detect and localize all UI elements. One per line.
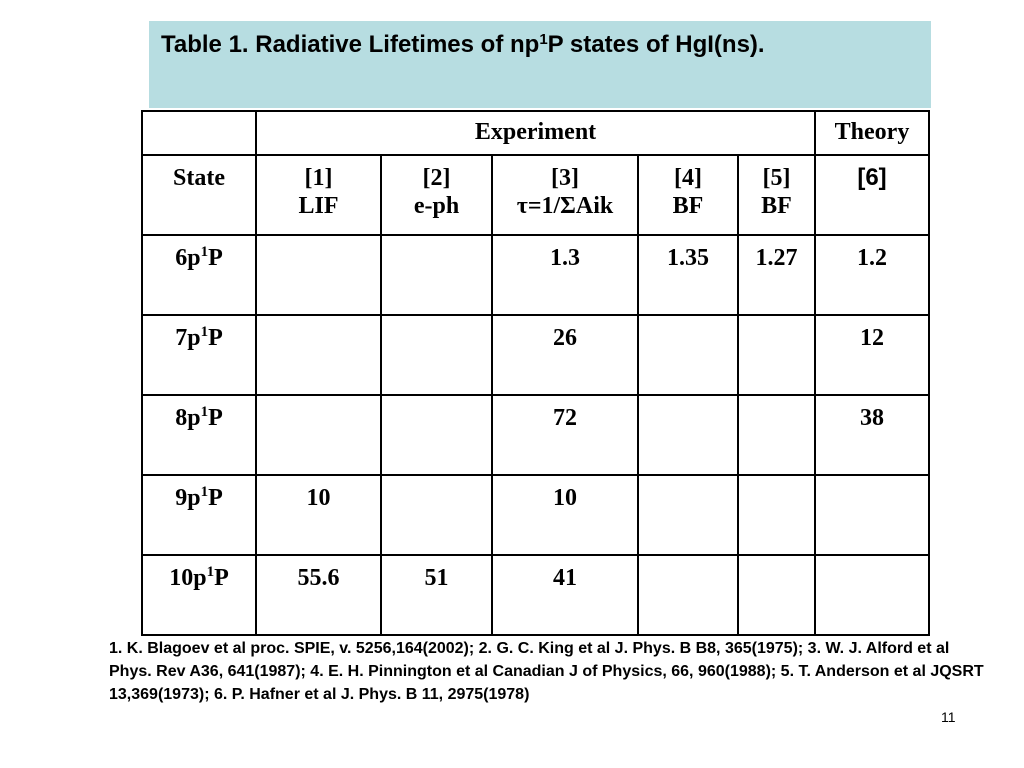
value-cell: 72 <box>492 395 638 475</box>
col-ref-1 <box>256 155 381 235</box>
value-cell: 51 <box>381 555 492 635</box>
table-row <box>142 235 929 315</box>
table-header-group-row <box>142 111 929 155</box>
state-cell: $7p^1P$ <box>142 315 256 395</box>
col-ref-4 <box>638 155 738 235</box>
group-theory: Theory <box>815 111 929 155</box>
col-method: BF <box>672 193 704 219</box>
value-cell <box>381 395 492 475</box>
col-ref-6 <box>815 155 929 235</box>
group-experiment: Experiment <box>256 111 815 155</box>
col-ref: [5] <box>762 165 791 191</box>
value-cell <box>638 395 738 475</box>
value-cell <box>256 235 381 315</box>
value-cell: 55.6 <box>256 555 381 635</box>
value-cell <box>738 395 815 475</box>
value-cell <box>815 475 929 555</box>
state-cell: $9p^1P$ <box>142 475 256 555</box>
title-box <box>149 21 931 108</box>
col-ref-2 <box>381 155 492 235</box>
value-cell: 1.2 <box>815 235 929 315</box>
value-cell: 10 <box>256 475 381 555</box>
col-state: State <box>142 155 256 235</box>
value-cell <box>381 475 492 555</box>
value-cell: 38 <box>815 395 929 475</box>
table-row <box>142 315 929 395</box>
col-method: LIF <box>298 193 339 219</box>
title-superscript: 1 <box>539 31 548 48</box>
value-cell <box>738 555 815 635</box>
col-ref: [3] <box>551 165 579 191</box>
value-cell: 10 <box>492 475 638 555</box>
col-ref: [4] <box>674 165 702 191</box>
col-ref-5 <box>738 155 815 235</box>
col-ref-3 <box>492 155 638 235</box>
value-cell <box>381 315 492 395</box>
value-cell <box>381 235 492 315</box>
value-cell <box>638 555 738 635</box>
value-cell: 1.27 <box>738 235 815 315</box>
value-cell <box>638 475 738 555</box>
value-cell <box>638 315 738 395</box>
corner-cell <box>142 111 256 155</box>
col-ref: [2] <box>422 165 451 191</box>
table-row <box>142 475 929 555</box>
table-row <box>142 395 929 475</box>
col-method: τ=1/ΣAik <box>516 193 614 219</box>
slide-title <box>161 31 765 59</box>
value-cell: 12 <box>815 315 929 395</box>
lifetimes-table <box>141 110 930 636</box>
col-ref: [1] <box>304 165 333 191</box>
value-cell <box>738 315 815 395</box>
references-text: 1. K. Blagoev et al proc. SPIE, v. 5256,164(2002); 2. G. C. King et al J. Phys. B B8, 365(1975); 3. W. J. Alford et al Phys. Rev A36, 641(1987); 4. E. H. Pinnington et al Canadian J of Physics, 66, 960(1988); 5. T. Anderson et al JQSRT 13,369(1973); 6. P. Hafner et al J. Phys. B 11, 2975(1978) <box>109 640 984 703</box>
value-cell <box>738 475 815 555</box>
value-cell <box>815 555 929 635</box>
table-header-row <box>142 155 929 235</box>
title-prefix: Table 1. Radiative Lifetimes of np <box>161 31 540 58</box>
col-method: BF <box>761 193 792 219</box>
value-cell: 41 <box>492 555 638 635</box>
col-ref: [6] <box>857 164 887 191</box>
value-cell <box>256 315 381 395</box>
value-cell: 26 <box>492 315 638 395</box>
table-row <box>142 555 929 635</box>
page-number: 11 <box>941 709 956 725</box>
title-suffix: P states of HgI(ns). <box>547 31 765 58</box>
state-cell: $6p^1P$ <box>142 235 256 315</box>
col-method: e-ph <box>413 193 460 219</box>
value-cell: 1.3 <box>492 235 638 315</box>
state-cell: $8p^1P$ <box>142 395 256 475</box>
state-cell: $10p^1P$ <box>142 555 256 635</box>
value-cell <box>256 395 381 475</box>
value-cell: 1.35 <box>638 235 738 315</box>
